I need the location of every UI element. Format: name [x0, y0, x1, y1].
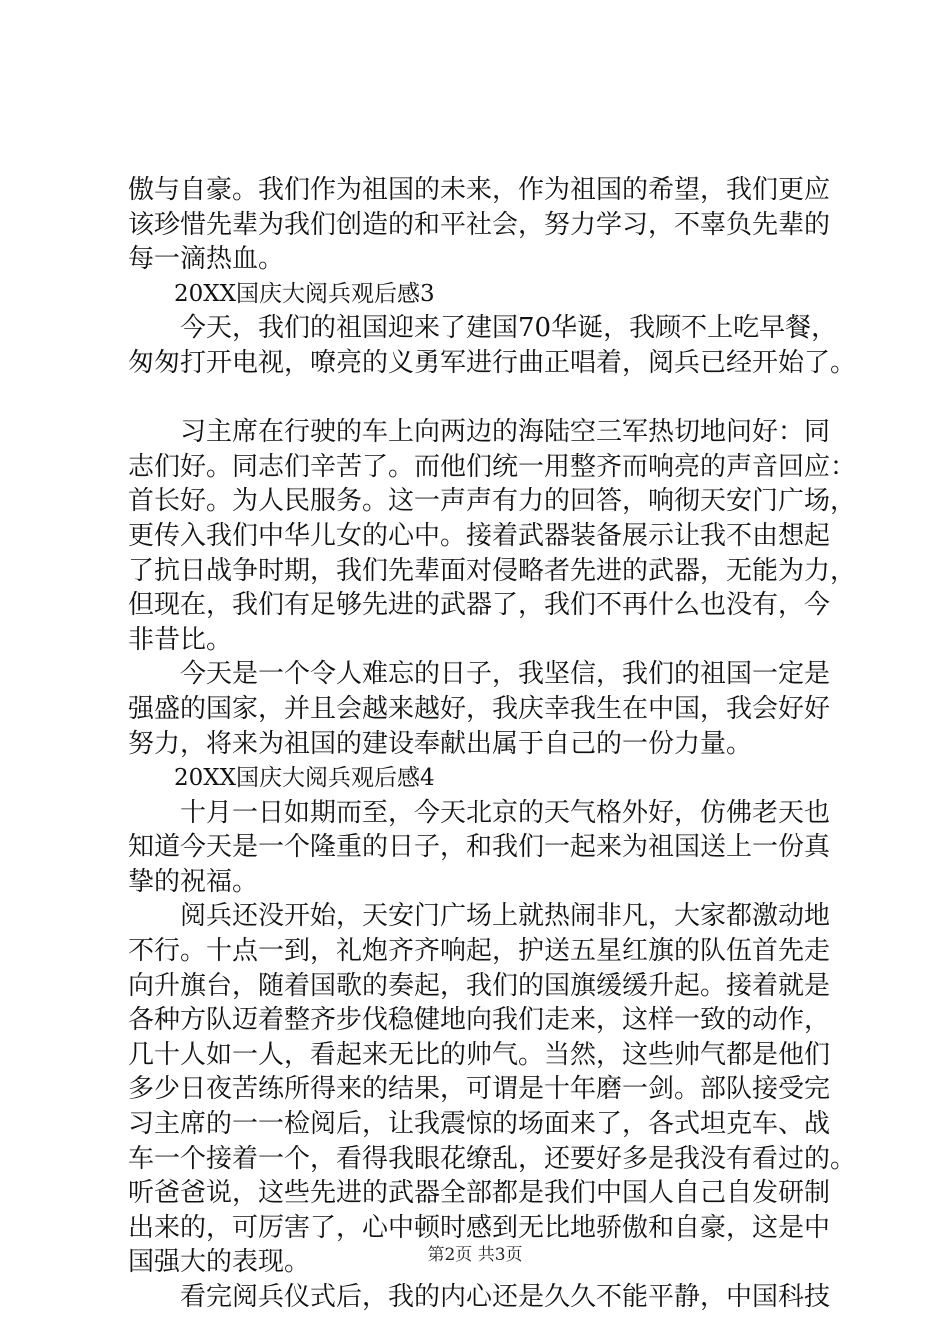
- document-body: [128, 173, 857, 1315]
- section-heading: 20XX国庆大阅兵观后感4: [128, 765, 435, 792]
- text-line: 阅兵还没开始，天安门广场上就热闹非凡，大家都激动地: [128, 901, 831, 932]
- text-line: 更传入我们中华儿女的心中。接着武器装备展示让我不由想起: [128, 520, 831, 551]
- blank-line: [128, 381, 840, 416]
- text-line: 看完阅兵仪式后，我的内心还是久久不能平静，中国科技: [128, 1282, 831, 1312]
- text-line: 挚的祝福。: [128, 866, 259, 897]
- text-line: 匆匆打开电视，嘹亮的义勇军进行曲正唱着，阅兵已经开始了。: [128, 347, 857, 378]
- text-line: 该珍惜先辈为我们创造的和平社会，努力学习，不辜负先辈的: [128, 209, 831, 240]
- text-line: 首长好。为人民服务。这一声声有力的回答，响彻天安门广场，: [128, 486, 857, 517]
- text-line: 出来的，可厉害了，心中顿时感到无比地骄傲和自豪，这是中: [128, 1212, 831, 1243]
- text-line: 知道今天是一个隆重的日子，和我们一起来为祖国送上一份真: [128, 832, 831, 863]
- text-line: 向升旗台，随着国歌的奏起，我们的国旗缓缓升起。接着就是: [128, 970, 831, 1001]
- text-line: 各种方队迈着整齐步伐稳健地向我们走来，这样一致的动作，: [128, 1005, 831, 1036]
- text-line: 志们好。同志们辛苦了。而他们统一用整齐而响亮的声音回应：: [128, 451, 857, 482]
- text-line: 但现在，我们有足够先进的武器了，我们不再什么也没有，今: [128, 590, 831, 621]
- text-line: 国强大的表现。: [128, 1247, 311, 1278]
- text-line: 几十人如一人，看起来无比的帅气。当然，这些帅气都是他们: [128, 1039, 831, 1070]
- text-line: 今天是一个令人难忘的日子，我坚信，我们的祖国一定是: [128, 659, 831, 690]
- text-line: 傲与自豪。我们作为祖国的未来，作为祖国的希望，我们更应: [128, 175, 831, 205]
- text-line: 习主席的一一检阅后，让我震惊的场面来了，各式坦克车、战: [128, 1109, 831, 1140]
- text-line: 今天，我们的祖国迎来了建国70华诞，我顾不上吃早餐，: [128, 313, 838, 344]
- text-line: 十月一日如期而至，今天北京的天气格外好，仿佛老天也: [128, 797, 831, 828]
- text-line: 每一滴热血。: [128, 244, 285, 275]
- section-heading: 20XX国庆大阅兵观后感3: [128, 280, 435, 307]
- text-line: 不行。十点一到，礼炮齐齐响起，护送五星红旗的队伍首先走: [128, 936, 831, 967]
- text-line: 习主席在行驶的车上向两边的海陆空三军热切地问好：同: [128, 417, 831, 448]
- text-line: 努力，将来为祖国的建设奉献出属于自己的一份力量。: [128, 728, 753, 759]
- text-line: 多少日夜苦练所得来的结果，可谓是十年磨一剑。部队接受完: [128, 1074, 831, 1105]
- page-footer: 第2页 共3页: [427, 1245, 523, 1265]
- text-line: 车一个接着一个，看得我眼花缭乱，还要好多是我没有看过的。: [128, 1143, 857, 1174]
- text-line: 强盛的国家，并且会越来越好，我庆幸我生在中国，我会好好: [128, 693, 831, 724]
- text-line: 非昔比。: [128, 624, 233, 655]
- text-line: 了抗日战争时期，我们先辈面对侵略者先进的武器，无能为力，: [128, 555, 857, 586]
- text-line: 听爸爸说，这些先进的武器全部都是我们中国人自己自发研制: [128, 1178, 831, 1209]
